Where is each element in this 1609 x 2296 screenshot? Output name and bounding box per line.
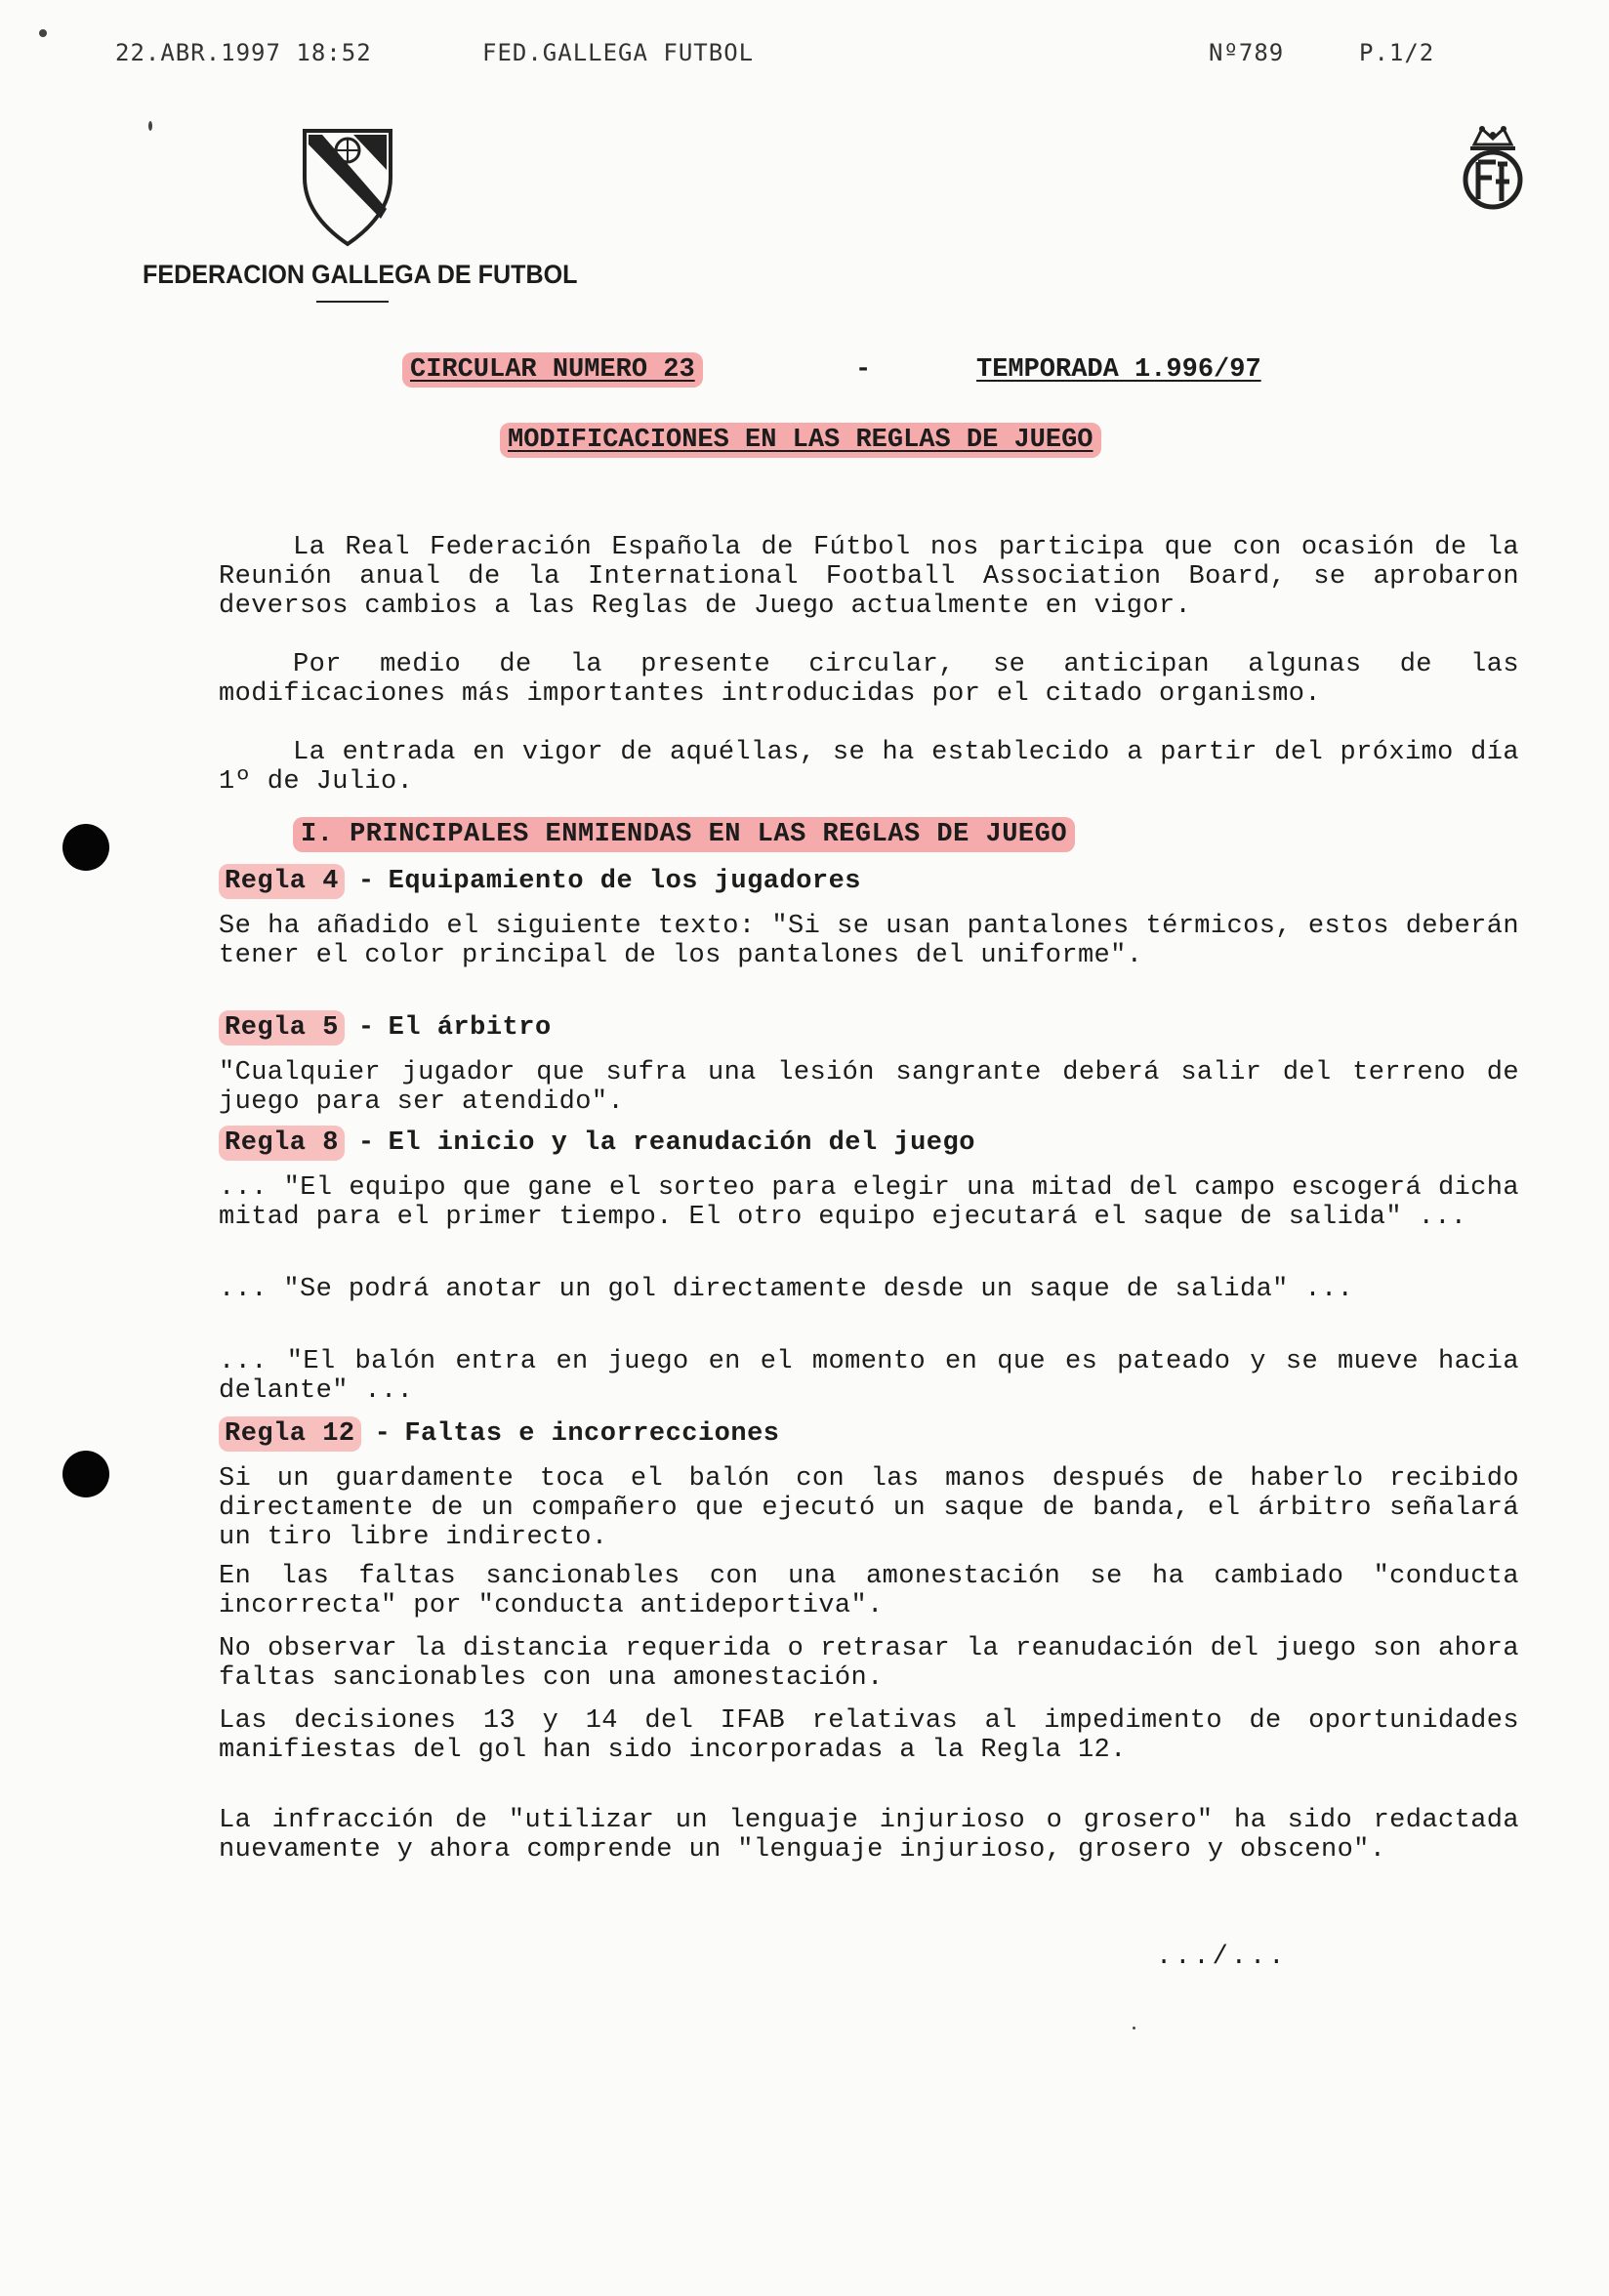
regla-number: Regla 12 — [219, 1416, 361, 1452]
regla-title: El inicio y la reanudación del juego — [388, 1128, 975, 1158]
regla-heading: Regla 8 - El inicio y la reanudación del juego — [219, 1128, 975, 1158]
fax-sender: FED.GALLEGA FUTBOL — [482, 39, 755, 66]
regla-heading: Regla 5 - El árbitro — [219, 1013, 552, 1043]
scan-speck — [148, 121, 152, 131]
circular-number: CIRCULAR NUMERO 23 — [402, 355, 703, 385]
regla-title: Faltas e incorrecciones — [404, 1419, 780, 1449]
regla-paragraph: ... "El equipo que gane el sorteo para elegir una mitad del campo escogerá dicha mitad para el primer tiempo. El otro equipo ejecutará el saque de salida" ... — [219, 1173, 1519, 1232]
federation-name: FEDERACION GALLEGA DE FUTBOL — [143, 260, 578, 289]
punch-hole — [62, 824, 109, 871]
regla-number: Regla 8 — [219, 1126, 345, 1161]
fax-number: Nº789 — [1209, 39, 1285, 66]
regla-paragraph: Se ha añadido el siguiente texto: "Si se usan pantalones térmicos, estos deberán tener el color principal de los pantalones del uniforme". — [219, 912, 1519, 970]
circular-separator: - — [855, 355, 872, 385]
circular-subject: MODIFICACIONES EN LAS REGLAS DE JUEGO — [500, 426, 1101, 455]
regla-number: Regla 5 — [219, 1010, 345, 1046]
regla-heading: Regla 4 - Equipamiento de los jugadores — [219, 867, 861, 896]
intro-paragraph: La entrada en vigor de aquéllas, se ha establecido a partir del próximo día 1º de Julio. — [219, 738, 1519, 797]
circular-season: TEMPORADA 1.996/97 — [976, 355, 1261, 385]
galician-federation-shield-logo — [299, 125, 396, 248]
intro-paragraph: La Real Federación Española de Fútbol nos participa que con ocasión de la Reunión anual de la International Football Association Board, se aprobaron deversos cambios a las Reglas de Juego actualmente en vigor. — [219, 533, 1519, 621]
regla-paragraph: ... "Se podrá anotar un gol directamente desde un saque de salida" ... — [219, 1275, 1354, 1304]
regla-paragraph: "Cualquier jugador que sufra una lesión sangrante deberá salir del terreno de juego para ser atendido". — [219, 1058, 1519, 1117]
intro-paragraph: Por medio de la presente circular, se anticipan algunas de las modificaciones más importantes introducidas por el citado organismo. — [219, 650, 1519, 709]
scan-speck — [1133, 2027, 1135, 2030]
regla-title: El árbitro — [388, 1013, 552, 1043]
continuation-mark: .../... — [1156, 1943, 1288, 1972]
scan-speck — [39, 29, 47, 37]
section-title: I. PRINCIPALES ENMIENDAS EN LAS REGLAS DE JUEGO — [293, 820, 1075, 849]
regla-paragraph: ... "El balón entra en juego en el momento en que es pateado y se mueve hacia delante" ... — [219, 1347, 1519, 1406]
regla-paragraph: La infracción de "utilizar un lenguaje injurioso o grosero" ha sido redactada nuevamente y ahora comprende un "lenguaje injurioso, grosero y obsceno". — [219, 1806, 1519, 1865]
regla-paragraph: En las faltas sancionables con una amonestación se ha cambiado "conducta incorrecta" por "conducta antideportiva". — [219, 1562, 1519, 1620]
regla-heading: Regla 12 - Faltas e incorrecciones — [219, 1419, 780, 1449]
regla-paragraph: No observar la distancia requerida o retrasar la reanudación del juego son ahora faltas sancionables con una amonestación. — [219, 1634, 1519, 1693]
federation-name-rule — [316, 301, 389, 303]
regla-title: Equipamiento de los jugadores — [388, 867, 862, 896]
fax-datetime: 22.ABR.1997 18:52 — [115, 39, 372, 66]
regla-paragraph: Si un guardamente toca el balón con las manos después de haberlo recibido directamente de un compañero que ejecutó un saque de banda, el árbitro señalará un tiro libre indirecto. — [219, 1464, 1519, 1552]
regla-paragraph: Las decisiones 13 y 14 del IFAB relativas al impedimento de oportunidades manifiestas del gol han sido incorporadas a la Regla 12. — [219, 1706, 1519, 1765]
punch-hole — [62, 1451, 109, 1497]
fax-page: P.1/2 — [1359, 39, 1435, 66]
regla-number: Regla 4 — [219, 864, 345, 899]
rfef-crest-logo — [1453, 119, 1533, 219]
